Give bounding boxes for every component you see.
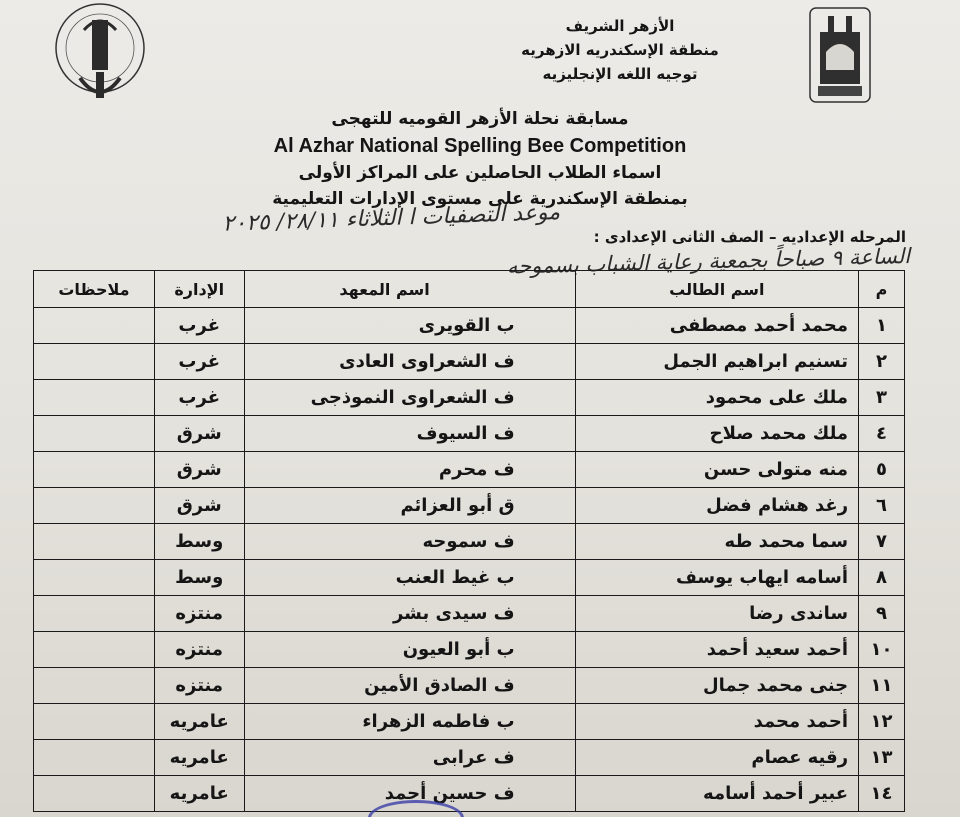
cell-num: ٨ [859, 560, 905, 596]
cell-institute: ف محرم [244, 452, 575, 488]
cell-num: ١٣ [859, 740, 905, 776]
cell-num: ٣ [859, 380, 905, 416]
cell-administration: عامريه [154, 740, 244, 776]
header-notes: ملاحظات [34, 271, 155, 308]
institution-header [490, 14, 750, 86]
table-row [34, 560, 905, 596]
table-row [34, 416, 905, 452]
handwritten-note-venue: الساعة ٩ صباحاً بجمعية رعاية الشباب بسموحه [506, 244, 911, 279]
cell-institute: ف الصادق الأمين [244, 668, 575, 704]
cell-notes [34, 524, 155, 560]
header-student-name: اسم الطالب [575, 271, 858, 308]
cell-notes [34, 488, 155, 524]
cell-institute: ف سيدى بشر [244, 596, 575, 632]
cell-administration: شرق [154, 416, 244, 452]
header-line-1: الأزهر الشريف [565, 17, 675, 35]
cell-num: ١٤ [859, 776, 905, 812]
cell-student-name: ملك على محمود [575, 380, 858, 416]
cell-administration: شرق [154, 452, 244, 488]
cell-notes [34, 632, 155, 668]
cell-notes [34, 560, 155, 596]
cell-num: ٥ [859, 452, 905, 488]
cell-student-name: تسنيم ابراهيم الجمل [575, 344, 858, 380]
table-row [34, 704, 905, 740]
cell-institute: ف عرابى [244, 740, 575, 776]
cell-notes [34, 596, 155, 632]
cell-institute: ب أبو العيون [244, 632, 575, 668]
table-row [34, 740, 905, 776]
cell-student-name: جنى محمد جمال [575, 668, 858, 704]
cell-num: ٩ [859, 596, 905, 632]
cell-institute: ق أبو العزائم [244, 488, 575, 524]
cell-administration: عامريه [154, 704, 244, 740]
cell-institute: ف الشعراوى العادى [244, 344, 575, 380]
header-institute: اسم المعهد [244, 271, 575, 308]
cell-notes [34, 416, 155, 452]
cell-institute: ف حسين أحمد [244, 776, 575, 812]
al-azhar-logo [808, 6, 872, 104]
cell-num: ٤ [859, 416, 905, 452]
cell-student-name: أحمد محمد [575, 704, 858, 740]
cell-administration: منتزه [154, 596, 244, 632]
cell-administration: غرب [154, 380, 244, 416]
cell-num: ١ [859, 308, 905, 344]
cell-notes [34, 380, 155, 416]
cell-notes [34, 740, 155, 776]
cell-administration: غرب [154, 308, 244, 344]
cell-student-name: عبير أحمد أسامه [575, 776, 858, 812]
cell-institute: ف السيوف [244, 416, 575, 452]
cell-student-name: رقيه عصام [575, 740, 858, 776]
cell-administration: شرق [154, 488, 244, 524]
subtitle-1: اسماء الطلاب الحاصلين على المراكز الأولى [298, 163, 662, 183]
cell-student-name: أسامه ايهاب يوسف [575, 560, 858, 596]
table-row [34, 308, 905, 344]
table-row [34, 668, 905, 704]
cell-notes [34, 704, 155, 740]
table-row [34, 488, 905, 524]
header-num: م [859, 271, 905, 308]
table-header-row [34, 271, 905, 308]
table-row [34, 380, 905, 416]
cell-notes [34, 308, 155, 344]
handwritten-note-date: موعد التصفيات ا الثلاثاء ٢٨/١١/ ٢٠٢٥ [222, 200, 561, 237]
header-administration: الإدارة [154, 271, 244, 308]
students-table [33, 270, 905, 812]
arabic-title: مسابقة نحلة الأزهر القوميه للتهجى [331, 109, 629, 129]
cell-institute: ف سموحه [244, 524, 575, 560]
cell-administration: وسط [154, 560, 244, 596]
cell-notes [34, 344, 155, 380]
stage-label: المرحله الإعداديه – الصف الثانى الإعدادى : [593, 228, 906, 246]
cell-administration: وسط [154, 524, 244, 560]
cell-student-name: أحمد سعيد أحمد [575, 632, 858, 668]
table-row [34, 632, 905, 668]
cell-administration: منتزه [154, 632, 244, 668]
cell-student-name: محمد أحمد مصطفى [575, 308, 858, 344]
table-row [34, 344, 905, 380]
cell-num: ٦ [859, 488, 905, 524]
cell-administration: غرب [154, 344, 244, 380]
cell-institute: ف الشعراوى النموذجى [244, 380, 575, 416]
cell-num: ١٢ [859, 704, 905, 740]
cell-num: ١٠ [859, 632, 905, 668]
cell-institute: ب غيط العنب [244, 560, 575, 596]
cell-num: ٢ [859, 344, 905, 380]
cell-administration: عامريه [154, 776, 244, 812]
spelling-bee-logo [40, 0, 160, 110]
cell-student-name: سما محمد طه [575, 524, 858, 560]
cell-num: ٧ [859, 524, 905, 560]
subtitle-2: بمنطقة الإسكندرية على مستوى الإدارات التعليمية [272, 189, 688, 209]
cell-administration: منتزه [154, 668, 244, 704]
cell-notes [34, 776, 155, 812]
header-line-3: توجيه اللغه الإنجليزيه [542, 65, 698, 83]
english-title: Al Azhar National Spelling Bee Competition [273, 135, 687, 157]
title-block [200, 106, 760, 212]
table-row [34, 776, 905, 812]
cell-notes [34, 668, 155, 704]
header-line-2: منطقة الإسكندريه الازهريه [521, 41, 719, 59]
cell-num: ١١ [859, 668, 905, 704]
cell-student-name: ساندى رضا [575, 596, 858, 632]
cell-student-name: ملك محمد صلاح [575, 416, 858, 452]
cell-student-name: رغد هشام فضل [575, 488, 858, 524]
table-row [34, 524, 905, 560]
cell-notes [34, 452, 155, 488]
cell-institute: ب فاطمه الزهراء [244, 704, 575, 740]
table-row [34, 596, 905, 632]
cell-institute: ب القويرى [244, 308, 575, 344]
cell-student-name: منه متولى حسن [575, 452, 858, 488]
table-row [34, 452, 905, 488]
